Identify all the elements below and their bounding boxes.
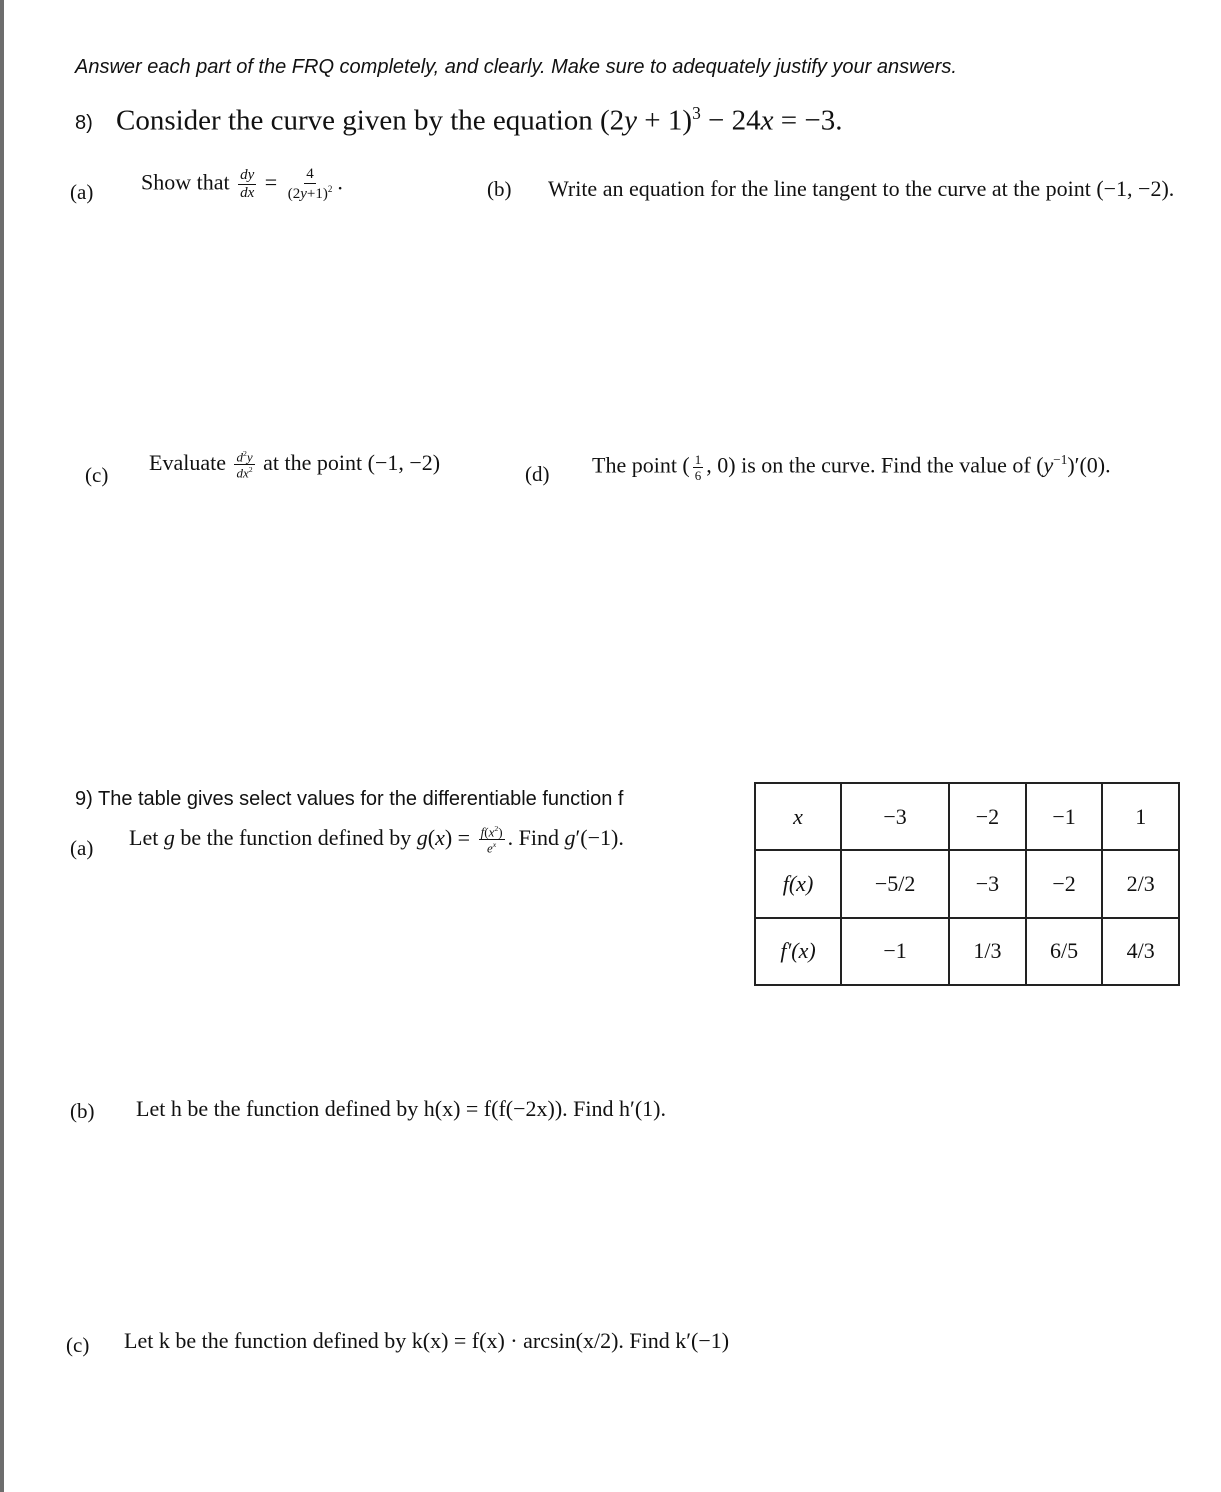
q8-number: 8) [75, 112, 93, 134]
table-row-label: f(x) [755, 850, 841, 917]
q9a-text: Let g be the function defined by g(x) = $\frac{f(x^2)}{e^x}$ . Find g′(−1). [129, 824, 624, 856]
table-cell: −1 [841, 918, 949, 985]
q9-prompt: 9) The table gives select values for the differentiable function f [75, 788, 624, 810]
q9b-label: (b) [70, 1099, 95, 1123]
q9c-label: (c) [66, 1333, 90, 1357]
table-cell: −3 [949, 850, 1026, 917]
table-cell: 6/5 [1026, 918, 1103, 985]
instructions: Answer each part of the FRQ completely, and clearly. Make sure to adequately justify your answers. [75, 56, 957, 78]
left-border [0, 0, 4, 1492]
table-row [755, 783, 1179, 850]
q8c-label: (c) [85, 463, 109, 487]
q8c-text: Evaluate $\frac{d^2y}{dx^2}$ at the point (−1, −2) [149, 449, 441, 481]
q8d-label: (d) [525, 462, 550, 486]
q8b-text: Write an equation for the line tangent to the curve at the point (−1, −2). [548, 176, 1175, 201]
table-row [755, 850, 1179, 917]
table-row-label: f′(x) [755, 918, 841, 985]
table-cell: −2 [949, 783, 1026, 850]
values-table [754, 782, 1180, 986]
table-cell: −1 [1026, 783, 1103, 850]
table-cell: 1 [1102, 783, 1179, 850]
q8a-label: (a) [70, 180, 94, 204]
q9c-text: Let k be the function defined by k(x) = f(x) · arcsin(x/2). Find k′(−1) [124, 1328, 730, 1353]
table-cell: −3 [841, 783, 949, 850]
table-cell: −2 [1026, 850, 1103, 917]
table-header-x: x [755, 783, 841, 850]
q8a-text: Show that $\frac{dy}{dx}$ = $\frac{4}{(2y+1)^2}$ . [141, 166, 343, 202]
table-cell: 1/3 [949, 918, 1026, 985]
q9b-text: Let h be the function defined by h(x) = f(f(−2x)). Find h′(1). [136, 1096, 666, 1121]
q8d-text: The point ( $\frac{1}{6}$ , 0) is on the curve. Find the value of $(y^{-1})'(0)$. [592, 451, 1111, 483]
table-cell: 2/3 [1102, 850, 1179, 917]
table-row [755, 918, 1179, 985]
q8-prompt: Consider the curve given by the equation $(2y + 1)^3 - 24x = -3$. [116, 103, 843, 137]
table-cell: 4/3 [1102, 918, 1179, 985]
q8b-label: (b) [487, 177, 512, 201]
table-cell: −5/2 [841, 850, 949, 917]
q9a-label: (a) [70, 836, 94, 860]
